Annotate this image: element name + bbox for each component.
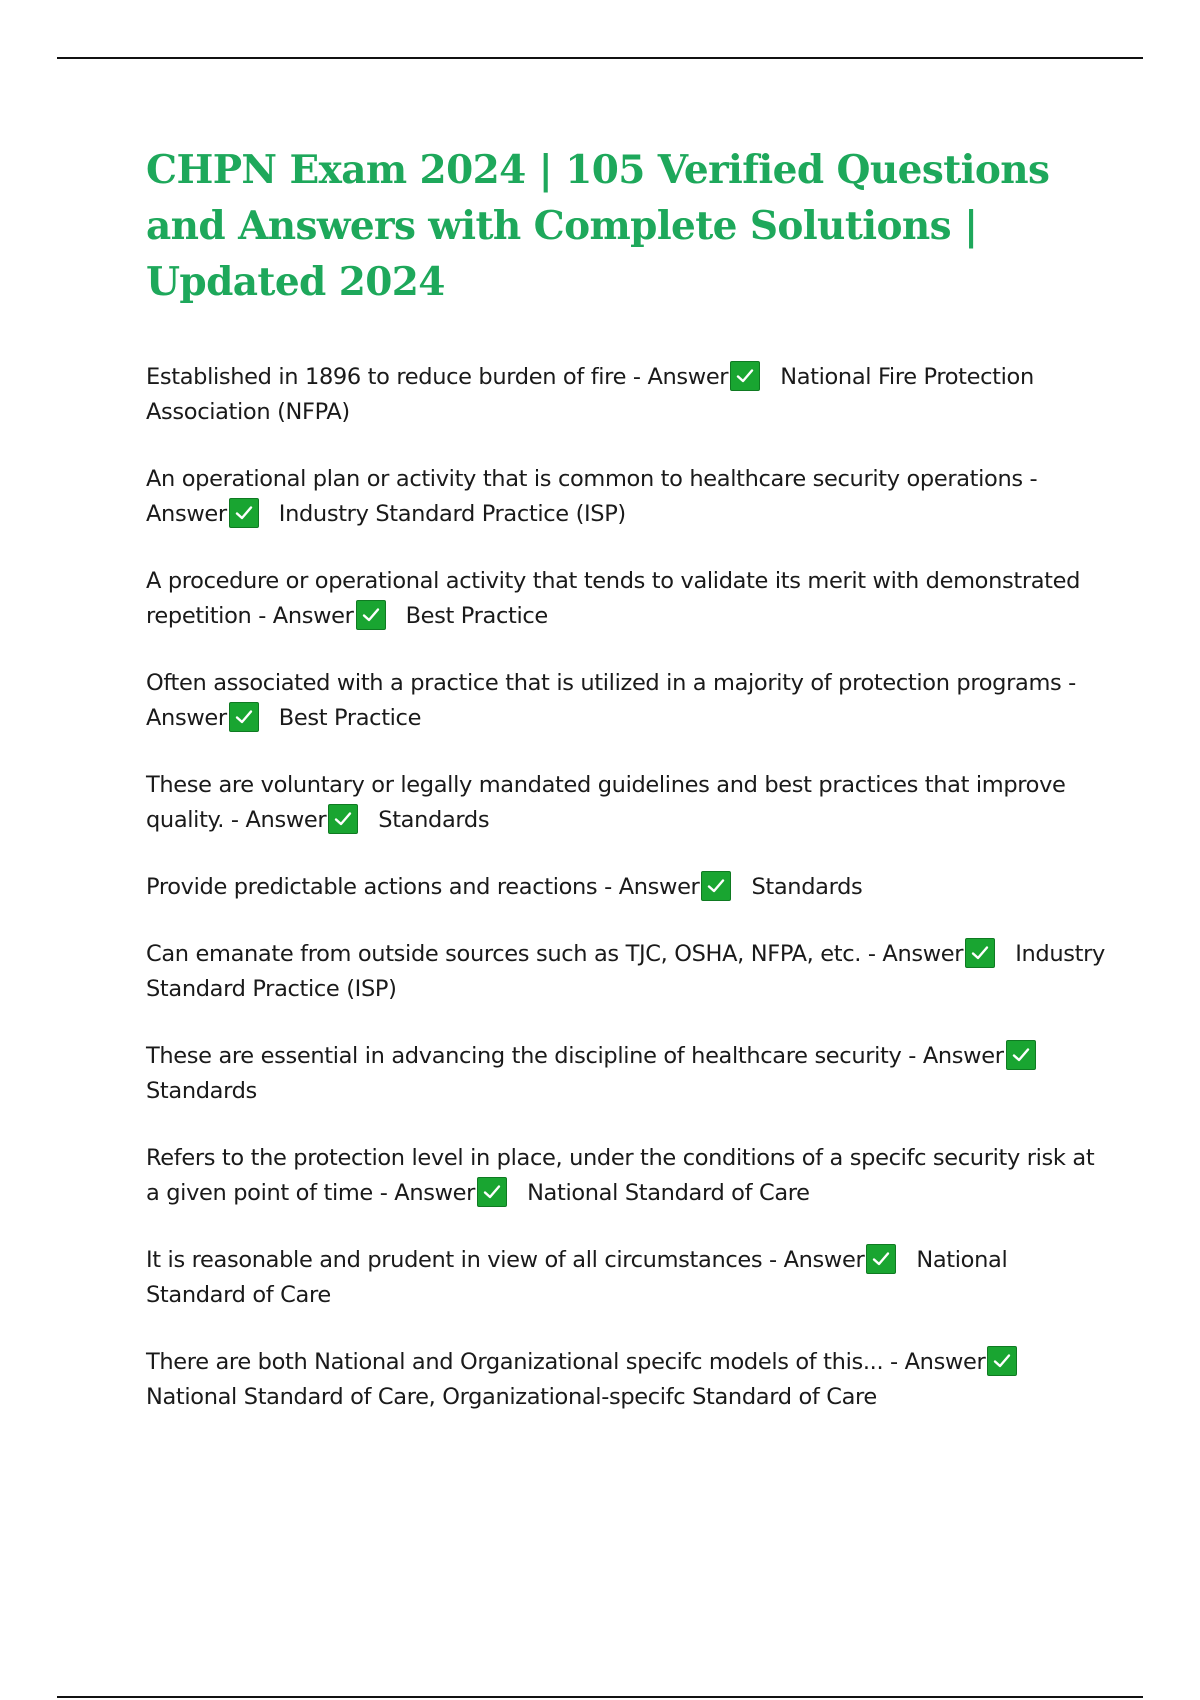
qa-item (146, 1345, 1106, 1415)
question-text: These are voluntary or legally mandated guidelines and best practices that improve quality. - (146, 772, 1066, 833)
answer-label: Answer (272, 603, 354, 629)
answer-label: Answer (146, 501, 227, 527)
check-mark-icon (1006, 1040, 1036, 1070)
answer-text: Best Practice (405, 603, 548, 629)
answer-label: Answer (618, 874, 700, 900)
qa-item (146, 360, 1106, 430)
answer-text: National Standard of Care (146, 1247, 1008, 1308)
answer-label: Answer (394, 1180, 476, 1206)
qa-item (146, 870, 1106, 905)
question-text: It is reasonable and prudent in view of all circumstances - (146, 1247, 784, 1273)
check-mark-icon (866, 1244, 896, 1274)
question-text: These are essential in advancing the discipline of healthcare security - (146, 1043, 923, 1069)
document-title: CHPN Exam 2024 | 105 Verified Questions and Answers with Complete Solutions | Updated 2024 (146, 147, 1050, 305)
qa-item (146, 1243, 1106, 1313)
check-mark-icon (987, 1346, 1017, 1376)
question-text: Established in 1896 to reduce burden of fire - (146, 364, 648, 390)
answer-text: Standards (378, 807, 490, 833)
answer-text: Best Practice (278, 705, 422, 731)
answer-label: Answer (146, 705, 227, 731)
answer-label: Answer (647, 364, 729, 390)
qa-list (146, 360, 1106, 1415)
question-text: Can emanate from outside sources such as TJC, OSHA, NFPA, etc. - (146, 941, 883, 967)
qa-item (146, 564, 1106, 634)
top-divider (57, 57, 1143, 59)
question-text: Refers to the protection level in place, under the conditions of a specifc security risk at a given point of time - (146, 1145, 1095, 1206)
check-mark-icon (356, 600, 386, 630)
answer-text: National Standard of Care (527, 1180, 810, 1206)
check-mark-icon (328, 804, 358, 834)
answer-label: Answer (922, 1043, 1004, 1069)
answer-label: Answer (783, 1247, 865, 1273)
answer-label: Answer (245, 807, 327, 833)
question-text: There are both National and Organizational specifc models of this... - (146, 1349, 905, 1375)
check-mark-icon (730, 361, 760, 391)
check-mark-icon (701, 871, 731, 901)
answer-text: Standards (146, 1078, 257, 1104)
answer-text: Industry Standard Practice (ISP) (278, 501, 626, 527)
question-text: Provide predictable actions and reactions - (146, 874, 619, 900)
qa-item (146, 768, 1106, 838)
answer-text: National Fire Protection Association (NFPA) (146, 364, 1034, 425)
answer-label: Answer (882, 941, 964, 967)
document-body (146, 142, 1106, 1447)
answer-label: Answer (904, 1349, 986, 1375)
qa-item (146, 462, 1106, 532)
question-text: A procedure or operational activity that tends to validate its merit with demonstrated repetition - (146, 568, 1081, 629)
answer-text: Industry Standard Practice (ISP) (146, 941, 1105, 1002)
qa-item (146, 937, 1106, 1007)
bottom-divider (57, 1696, 1143, 1698)
answer-text: Standards (751, 874, 863, 900)
answer-text: National Standard of Care, Organizational-specifc Standard of Care (146, 1384, 877, 1410)
check-mark-icon (229, 498, 259, 528)
check-mark-icon (229, 702, 259, 732)
check-mark-icon (965, 938, 995, 968)
check-mark-icon (477, 1177, 507, 1207)
qa-item (146, 666, 1106, 736)
qa-item (146, 1141, 1106, 1211)
question-text: Often associated with a practice that is utilized in a majority of protection programs - (146, 670, 1076, 696)
question-text: An operational plan or activity that is common to healthcare security operations - (146, 466, 1038, 492)
qa-item (146, 1039, 1106, 1109)
